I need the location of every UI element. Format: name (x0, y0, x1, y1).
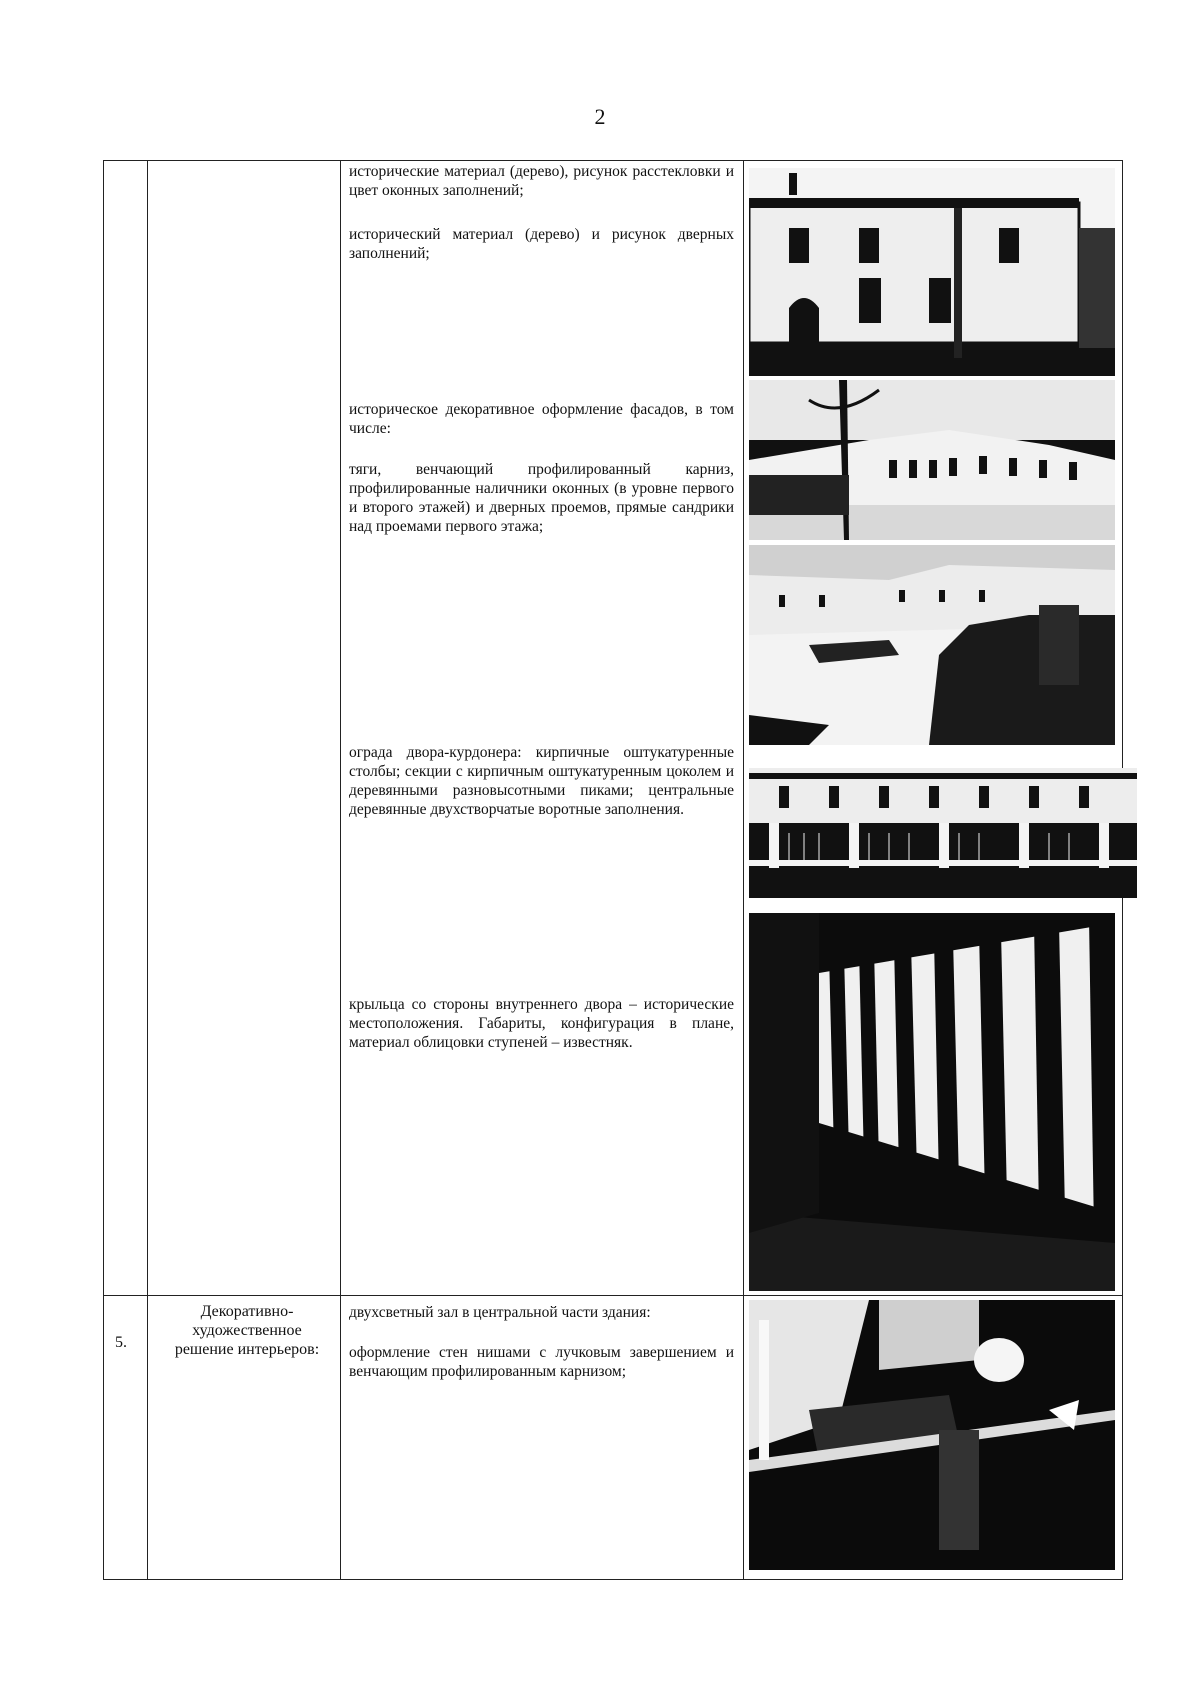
photo-facade-windows (749, 168, 1115, 376)
photo-courtyard-fence (749, 545, 1115, 745)
table-border-col3 (743, 160, 744, 1580)
table-border-left (103, 160, 104, 1580)
text-facade-decoration: историческое декоративное оформление фасадов, в том числе: (349, 401, 734, 437)
text-double-height-hall: двухсветный зал в центральной части здания: (349, 1304, 651, 1321)
text-wall-niches: оформление стен нишами с лучковым завершением и венчающим профилированным карнизом; (349, 1344, 734, 1380)
table-row-divider (103, 1295, 1123, 1296)
text-door-fillings: исторический материал (дерево) и рисунок дверных заполнений; (349, 226, 734, 262)
table-border-bottom (103, 1579, 1123, 1580)
table-border-col1 (147, 160, 148, 1580)
table-border-col2 (340, 160, 341, 1580)
text-porches: крыльца со стороны внутреннего двора – исторические местоположения. Габариты, конфигурация в плане, материал облицовки ступеней – известняк. (349, 996, 734, 1051)
text-courtyard-fence: ограда двора-курдонера: кирпичные оштукатуренные столбы; секции с кирпичным оштукатуренным цоколем и деревянными разновысотными пиками; центральные деревянные двухстворчатые воротные заполнения. (349, 744, 734, 818)
document-table (103, 160, 1123, 1580)
text-window-fillings: исторические материал (дерево), рисунок расстекловки и цвет оконных заполнений; (349, 163, 734, 199)
photo-fence-street (749, 768, 1137, 898)
page-number: 2 (594, 104, 606, 129)
text-facade-details: тяги, венчающий профилированный карниз, профилированные наличники оконных (в уровне первого и второго этажей) и дверных проемов, прямые сандрики над проемами первого этажа; (349, 461, 734, 535)
photo-porch-colonnade (749, 913, 1115, 1291)
table-border-top (103, 160, 1123, 161)
row-category: Декоративно-художественное решение интерьеров: (174, 1303, 320, 1358)
photo-facade-decoration (749, 380, 1115, 540)
photo-interior-hall (749, 1300, 1115, 1570)
row-number: 5. (115, 1334, 127, 1351)
